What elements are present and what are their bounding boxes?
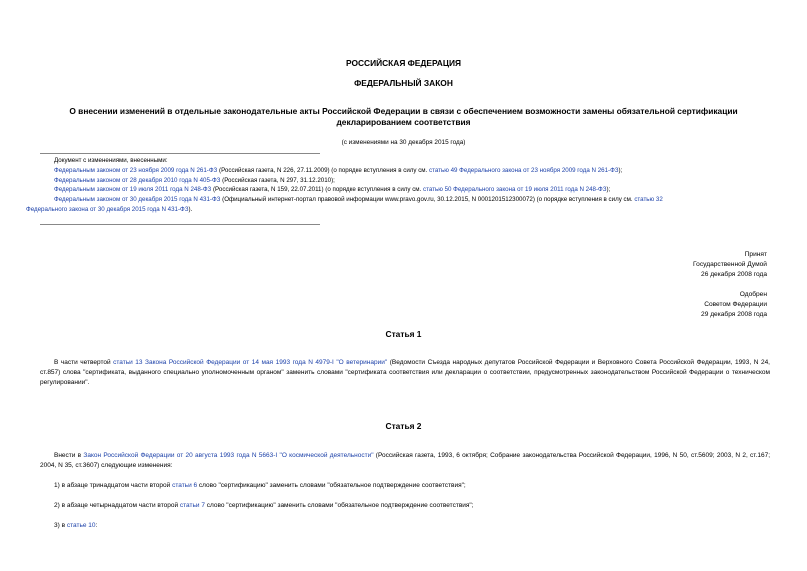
adopted-block	[693, 250, 767, 280]
article-2-text-start: Внести в	[54, 452, 84, 459]
item-2-link[interactable]: статьи 7	[179, 502, 205, 509]
article-1-heading: Статья 1	[385, 329, 422, 339]
article-2-heading: Статья 2	[385, 421, 422, 431]
changes-block	[26, 156, 790, 215]
change-article-link[interactable]: статью 50 Федерального закона от 19 июля 2011 года N 248-ФЗ	[422, 186, 607, 194]
item-3-link[interactable]: статье 10	[66, 522, 96, 529]
article-2-text	[40, 451, 770, 471]
change-item	[40, 166, 790, 176]
item-2-text: 2) в абзаце четырнадцатом части второй	[54, 502, 180, 509]
approved-block	[701, 290, 767, 320]
item-1-text: 1) в абзаце тринадцатом части второй	[54, 482, 173, 489]
article-2-text-end: (Российская газета, 1993, 6 октября; Собрание законодательства Российской Федерации, 1996, N 50, ст.5609; 2003, N 2, ст.167; 2004, N 35, ст.3607) следующие изменения:	[40, 452, 771, 469]
country-heading: РОССИЙСКАЯ ФЕДЕРАЦИЯ	[345, 58, 462, 68]
item-1-link[interactable]: статьи 6	[172, 482, 198, 489]
document-title-line1: О внесении изменений в отдельные законодательные акты Российской Федерации в связи с обеспечением возможности замены обязательной сертификации	[69, 106, 738, 116]
change-text: (Официальный интернет-портал правовой информации www.pravo.gov.ru, 30.12.2015, N 0001201512300072) (о порядке вступления в силу см.	[220, 196, 635, 204]
change-text: (Российская газета, N 226, 27.11.2009) (о порядке вступления в силу см.	[217, 166, 429, 174]
change-article-link[interactable]: статью 49 Федерального закона от 23 ноября 2009 года N 261-ФЗ	[429, 166, 619, 174]
changes-intro: Документ с изменениями, внесенными:	[54, 157, 168, 164]
change-law-link[interactable]: Федеральным законом от 30 декабря 2015 года N 431-ФЗ	[54, 196, 221, 204]
article-1-text-start: В части четвертой	[54, 359, 114, 366]
article-1-text	[40, 358, 770, 388]
document-title	[30, 106, 777, 127]
approved-date: 29 декабря 2008 года	[701, 311, 767, 318]
change-item-continuation	[26, 205, 790, 215]
article-2-law-link[interactable]: Закон Российской Федерации от 20 августа 1993 года N 5663-I "О космической деятельности"	[83, 452, 374, 459]
article-2-item-1	[54, 482, 466, 489]
adopted-body: Государственной Думой	[693, 261, 767, 268]
divider-top	[40, 153, 320, 154]
change-text-end: ).	[188, 205, 193, 213]
change-law-link[interactable]: Федеральным законом от 23 ноября 2009 года N 261-ФЗ	[54, 166, 218, 174]
change-law-link[interactable]: Федеральным законом от 19 июля 2011 года N 248-ФЗ	[54, 186, 212, 194]
article-2-item-2	[54, 502, 474, 509]
revision-note: (с изменениями на 30 декабря 2015 года)	[341, 139, 466, 146]
article-1-text-end: (Ведомости Съезда народных депутатов Российской Федерации и Верховного Совета Российской Федерации, 1993, N 24, ст.857) слова "сертификата, выданного специально уполномоченным органом" заменить словами "сертификата соответствия или декларации о соответствии, предусмотренных законодательством Российской Федерации о техническом регулировании".	[40, 359, 770, 386]
change-item	[40, 185, 790, 195]
item-1-text-end: слово "сертификацию" заменить словами "обязательное подтверждение соответствия";	[197, 482, 466, 489]
change-item	[40, 195, 790, 205]
change-text-end: );	[606, 186, 611, 194]
article-1-law-link[interactable]: статьи 13 Закона Российской Федерации от 14 мая 1993 года N 4979-I "О ветеринарии"	[113, 359, 388, 366]
approved-label: Одобрен	[739, 291, 767, 298]
change-item	[40, 176, 790, 186]
change-text: (Российская газета, N 297, 31.12.2010);	[220, 176, 335, 184]
document-title-line2: декларированием соответствия	[336, 116, 471, 127]
item-3-text-end: :	[95, 522, 98, 529]
item-3-text: 3) в	[54, 522, 67, 529]
approved-body: Советом Федерации	[704, 301, 767, 308]
adopted-date: 26 декабря 2008 года	[701, 271, 767, 278]
divider-bottom	[40, 224, 320, 225]
change-article-link[interactable]: статью 32	[634, 196, 663, 204]
change-article-link-cont[interactable]: Федерального закона от 30 декабря 2015 года N 431-ФЗ	[26, 205, 189, 213]
change-text: (Российская газета, N 159, 22.07.2011) (о порядке вступления в силу см.	[211, 186, 423, 194]
law-type-heading: ФЕДЕРАЛЬНЫЙ ЗАКОН	[354, 78, 453, 88]
adopted-label: Принят	[744, 251, 767, 258]
item-2-text-end: слово "сертификацию" заменить словами "обязательное подтверждение соответствия";	[204, 502, 474, 509]
article-2-item-3	[54, 522, 97, 529]
change-law-link[interactable]: Федеральным законом от 28 декабря 2010 года N 405-ФЗ	[54, 176, 221, 184]
change-text-end: );	[618, 166, 623, 174]
